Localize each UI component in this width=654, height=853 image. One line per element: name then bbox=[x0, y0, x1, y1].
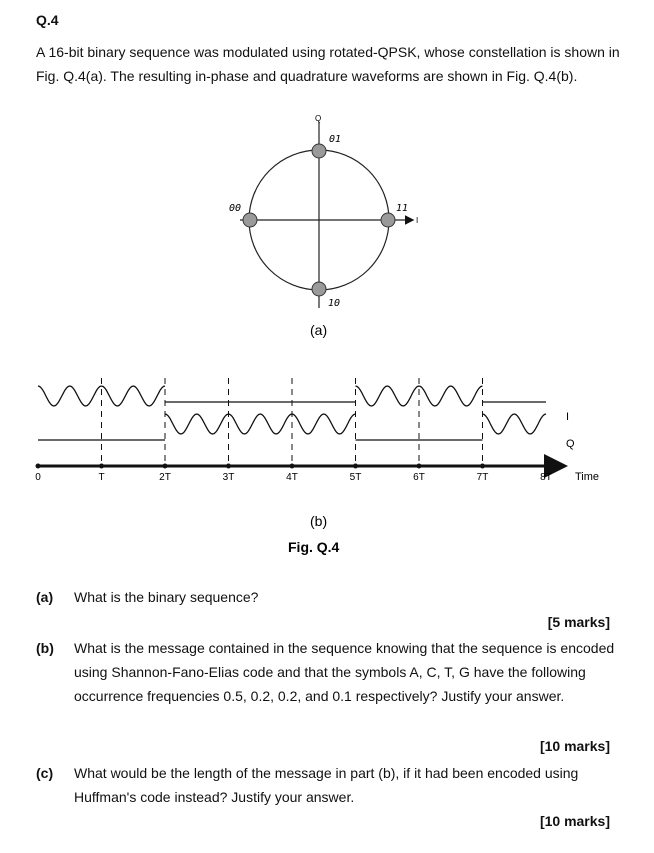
tick-label-5: 5T bbox=[349, 472, 362, 483]
constellation-diagram bbox=[229, 114, 418, 338]
tick-label-3: 3T bbox=[222, 472, 235, 483]
part-c-label: (c) bbox=[36, 765, 54, 781]
label-11: 11 bbox=[396, 203, 409, 214]
tick-mark-0 bbox=[36, 464, 41, 469]
q-waveform-segment-3 bbox=[229, 414, 293, 434]
tick-mark-7 bbox=[480, 464, 485, 469]
point-11 bbox=[381, 213, 395, 227]
part-b-label: (b) bbox=[36, 640, 54, 656]
tick-label-0: 0 bbox=[35, 472, 41, 483]
tick-label-6: 6T bbox=[413, 472, 425, 483]
tick-label-4: 4T bbox=[286, 472, 298, 483]
label-10: 10 bbox=[328, 298, 341, 309]
label-01: 01 bbox=[329, 134, 342, 145]
row-label-q: Q bbox=[566, 438, 575, 450]
time-label: Time bbox=[575, 471, 600, 483]
i-waveform-segment-1 bbox=[102, 386, 166, 406]
i-waveform-segment-0 bbox=[38, 386, 102, 406]
axis-i-label: I bbox=[416, 216, 419, 225]
part-a-label: (a) bbox=[36, 589, 54, 605]
axis-q-label: Q bbox=[315, 114, 322, 123]
tick-mark-5 bbox=[353, 464, 358, 469]
i-waveform-segment-6 bbox=[419, 386, 483, 406]
part-a-marks: [5 marks] bbox=[547, 614, 610, 630]
tick-mark-4 bbox=[290, 464, 295, 469]
tick-mark-2 bbox=[163, 464, 168, 469]
figure-caption: Fig. Q.4 bbox=[288, 539, 340, 555]
row-label-i: I bbox=[566, 411, 570, 423]
label-00: 00 bbox=[229, 203, 242, 214]
i-waveform-segment-5 bbox=[356, 386, 420, 406]
waveform-diagram bbox=[35, 378, 599, 555]
caption-b: (b) bbox=[310, 513, 328, 529]
point-00 bbox=[243, 213, 257, 227]
tick-mark-3 bbox=[226, 464, 231, 469]
question-number: Q.4 bbox=[36, 12, 59, 28]
part-b-marks: [10 marks] bbox=[539, 738, 610, 754]
q-waveform-segment-4 bbox=[292, 414, 356, 434]
part-b-text: What is the message contained in the sequence knowing that the sequence is encoded using Shannon-Fano-Elias code and that the symbols A, C, T, G have the following occurrence frequencies 0.5, 0.2, 0.2, and 0.1 respectively? Justify your answer. bbox=[74, 640, 615, 704]
caption-a: (a) bbox=[310, 322, 328, 338]
tick-mark-8 bbox=[544, 464, 549, 469]
tick-label-8: 8T bbox=[540, 472, 552, 483]
tick-label-2: 2T bbox=[159, 472, 171, 483]
part-c-marks: [10 marks] bbox=[539, 813, 610, 829]
q-waveform-segment-7 bbox=[483, 414, 547, 434]
part-c-text: What would be the length of the message in part (b), if it had been encoded using Huffman's code instead? Justify your answer. bbox=[74, 765, 579, 805]
tick-label-7: 7T bbox=[476, 472, 489, 483]
point-01 bbox=[312, 144, 326, 158]
point-10 bbox=[312, 282, 326, 296]
tick-mark-6 bbox=[417, 464, 422, 469]
q-waveform-segment-2 bbox=[165, 414, 229, 434]
tick-label-1: T bbox=[98, 472, 105, 483]
tick-mark-1 bbox=[99, 464, 104, 469]
part-a-text: What is the binary sequence? bbox=[74, 589, 259, 605]
question-intro: A 16-bit binary sequence was modulated using rotated-QPSK, whose constellation is shown in Fig. Q.4(a). The resulting in-phase and quadrature waveforms are shown in Fig. Q.4(b). bbox=[36, 44, 620, 84]
